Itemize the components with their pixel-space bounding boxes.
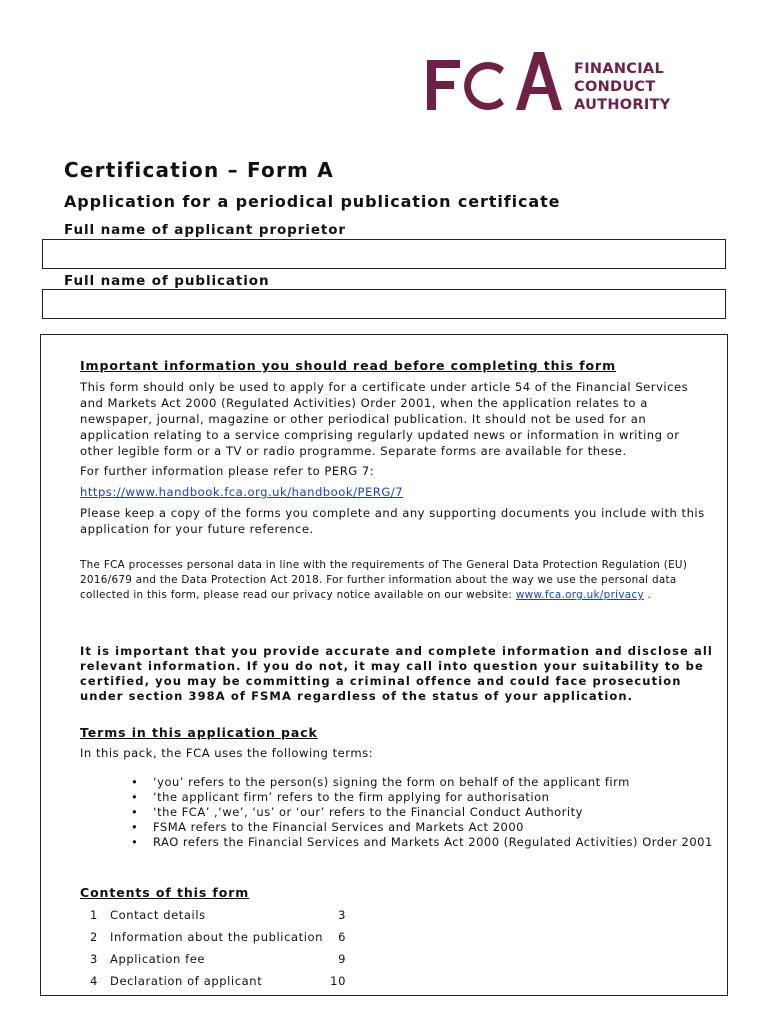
fca-logo — [424, 48, 684, 114]
warning-paragraph: It is important that you provide accurate and complete information and disclose all relevant information. If you do not, it may call into question your suitability to be certified, you may be committing a criminal offence and could face prosecution under section 398A of FSMA regardless of the status of your application. — [80, 644, 713, 703]
logo-wordmark — [574, 60, 671, 114]
privacy-end: . — [643, 589, 652, 601]
toc-page: 3 — [338, 908, 346, 922]
logo-line: CONDUCT — [574, 79, 656, 95]
term-text: ‘the applicant firm’ refers to the firm applying for authorisation — [153, 790, 550, 804]
publication-name-label: Full name of publication — [64, 273, 270, 289]
term-text: FSMA refers to the Financial Services and Markets Act 2000 — [153, 820, 524, 834]
term-text: ‘the FCA’ ,‘we’, ‘us’ or ‘our’ refers to the Financial Conduct Authority — [153, 805, 583, 819]
list-item: • ‘you’ refers to the person(s) signing the form on behalf of the applicant firm — [131, 775, 630, 789]
list-item: • RAO refers the Financial Services and Markets Act 2000 (Regulated Activities) Order 2001 — [131, 835, 713, 849]
term-text: ‘you’ refers to the person(s) signing the form on behalf of the applicant firm — [153, 775, 630, 789]
info-paragraph-1: This form should only be used to apply for a certificate under article 54 of the Financial Services and Markets Act 2000 (Regulated Activities) Order 2001, when the application relates to a newspaper, journal, magazine or other periodical publication. It should not be used for an application relating to a service comprising regularly updated news or information in writing or other legible form or a TV or radio programme. Separate forms are available for these. — [80, 380, 689, 458]
page-title: Certification – Form A — [64, 158, 334, 182]
toc-number: 3 — [90, 952, 98, 966]
term-text: RAO refers the Financial Services and Markets Act 2000 (Regulated Activities) Order 2001 — [153, 835, 713, 849]
toc-title: Contact details — [110, 908, 206, 922]
info-paragraph-3: Please keep a copy of the forms you complete and any supporting documents you include with this application for your future reference. — [80, 506, 705, 536]
logo-line: FINANCIAL — [574, 61, 664, 77]
toc-title: Declaration of applicant — [110, 974, 263, 988]
fca-logo-mark — [424, 48, 564, 114]
terms-intro: In this pack, the FCA uses the following terms: — [80, 746, 374, 760]
list-item: • FSMA refers to the Financial Services and Markets Act 2000 — [131, 820, 524, 834]
publication-name-field[interactable] — [42, 289, 726, 319]
toc-number: 2 — [90, 930, 98, 944]
applicant-name-field[interactable] — [42, 239, 726, 269]
applicant-name-label: Full name of applicant proprietor — [64, 222, 346, 238]
privacy-link[interactable]: www.fca.org.uk/privacy — [515, 589, 644, 601]
toc-title: Application fee — [110, 952, 206, 966]
toc-page: 9 — [338, 952, 346, 966]
list-item: • ‘the FCA’ ,‘we’, ‘us’ or ‘our’ refers to the Financial Conduct Authority — [131, 805, 583, 819]
info-paragraph-2: For further information please refer to PERG 7: — [80, 464, 375, 478]
perg-link[interactable]: https://www.handbook.fca.org.uk/handbook/PERG/7 — [80, 485, 404, 499]
toc-title: Information about the publication — [110, 930, 324, 944]
toc-number: 1 — [90, 908, 98, 922]
contents-heading: Contents of this form — [80, 885, 250, 900]
logo-line: AUTHORITY — [574, 97, 671, 113]
terms-heading: Terms in this application pack — [80, 725, 318, 740]
toc-page: 6 — [338, 930, 346, 944]
perg-link-line — [80, 484, 710, 500]
terms-list — [128, 775, 728, 850]
toc-number: 4 — [90, 974, 98, 988]
privacy-paragraph — [80, 558, 710, 603]
toc-page: 10 — [330, 974, 346, 988]
important-info-heading: Important information you should read before completing this form — [80, 358, 617, 373]
privacy-text: The FCA processes personal data in line with the requirements of The General Data Protection Regulation (EU) 2016/679 and the Data Protection Act 2018. For further information about the way we use the personal data collected in this form, please read our privacy notice available on our website: — [80, 559, 688, 601]
page-subtitle: Application for a periodical publication certificate — [64, 192, 561, 211]
list-item: • ‘the applicant firm’ refers to the firm applying for authorisation — [131, 790, 550, 804]
